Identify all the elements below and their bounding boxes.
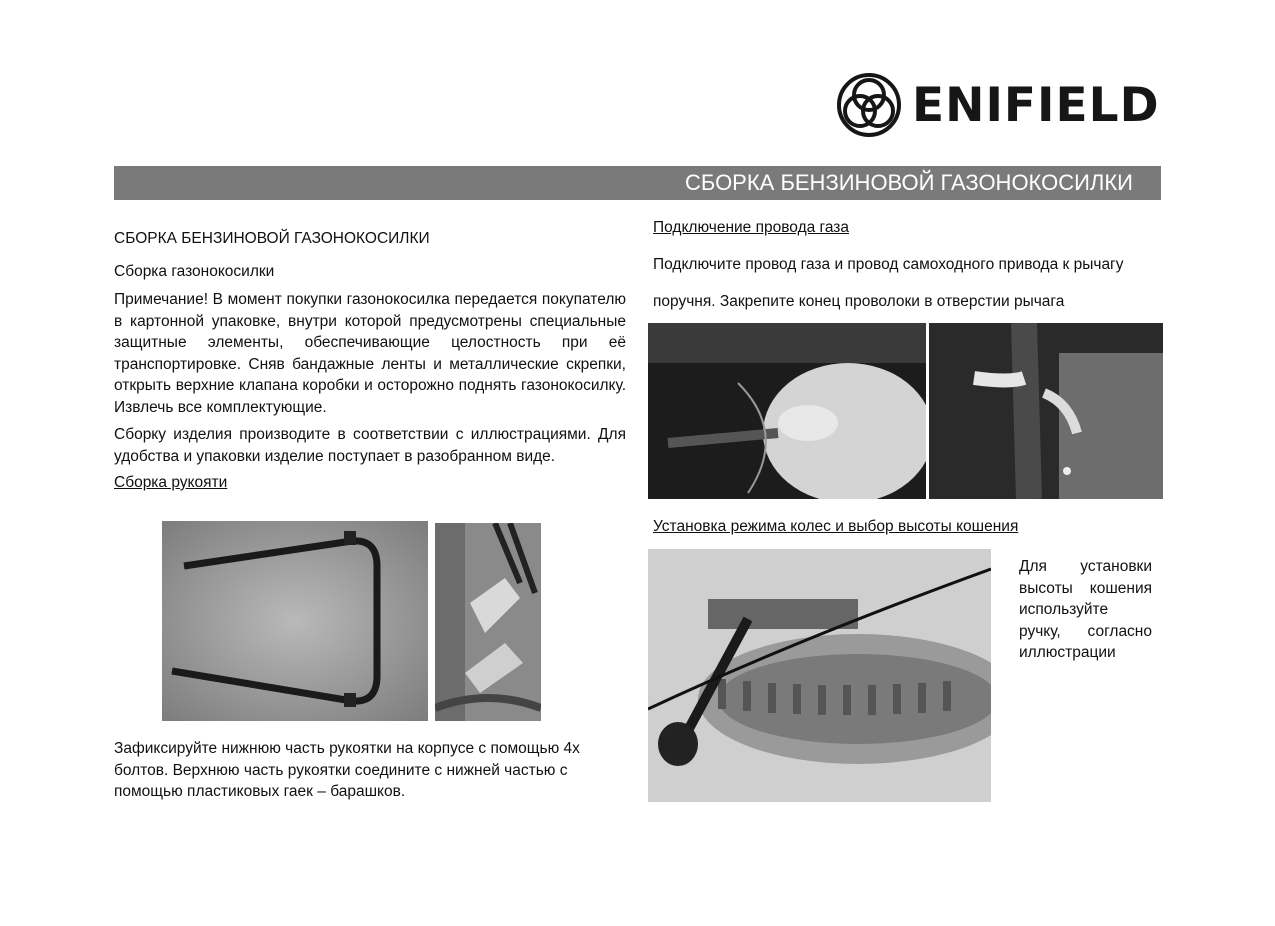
handle-heading: Сборка рукояти xyxy=(114,474,228,491)
throttle-cable-photo-2 xyxy=(929,323,1163,499)
throttle-line-2: поручня. Закрепите конец проволоки в отверстии рычага xyxy=(653,293,1065,310)
wheel-height-photo xyxy=(648,549,991,802)
handle-photo xyxy=(162,521,428,721)
left-heading: СБОРКА БЕНЗИНОВОЙ ГАЗОНОКОСИЛКИ xyxy=(114,230,430,247)
wheels-paragraph: Для установки высоты кошения используйте ручку, согласно иллюстрации xyxy=(1019,558,1152,661)
brand-logo xyxy=(836,72,1160,138)
assembly-paragraph: Сборку изделия производите в соответствии с иллюстрациями. Для удобства и упаковки изделие поступает в разобранном виде. xyxy=(114,426,626,465)
handle-paragraph: Зафиксируйте нижнюю часть рукоятки на корпусе с помощью 4х болтов. Верхнюю часть рукоятки соедините с нижней частью с помощью пластиковых гаек – барашков. xyxy=(114,740,580,800)
note-paragraph: Примечание! В момент покупки газонокосилка передается покупателю в картонной упаковке, внутри которой предусмотрены специальные защитные элементы, обеспечивающие целостность при её транспортировке. Сняв бандажные ленты и металлические скрепки, открыть верхние клапана коробки и осторожно поднять газонокосилку. Извлечь все комплектующие. xyxy=(114,291,626,416)
brand-name: ENIFIELD xyxy=(912,77,1160,133)
throttle-cable-photo-1 xyxy=(648,323,926,499)
left-subheading: Сборка газонокосилки xyxy=(114,263,275,280)
wheels-heading: Установка режима колес и выбор высоты кошения xyxy=(653,518,1019,535)
section-banner: СБОРКА БЕНЗИНОВОЙ ГАЗОНОКОСИЛКИ xyxy=(114,166,1161,200)
handle-mount-photo xyxy=(435,523,541,721)
throttle-line-1: Подключите провод газа и провод самоходного привода к рычагу xyxy=(653,256,1124,273)
throttle-heading: Подключение провода газа xyxy=(653,219,850,236)
enifield-emblem-icon xyxy=(836,72,902,138)
